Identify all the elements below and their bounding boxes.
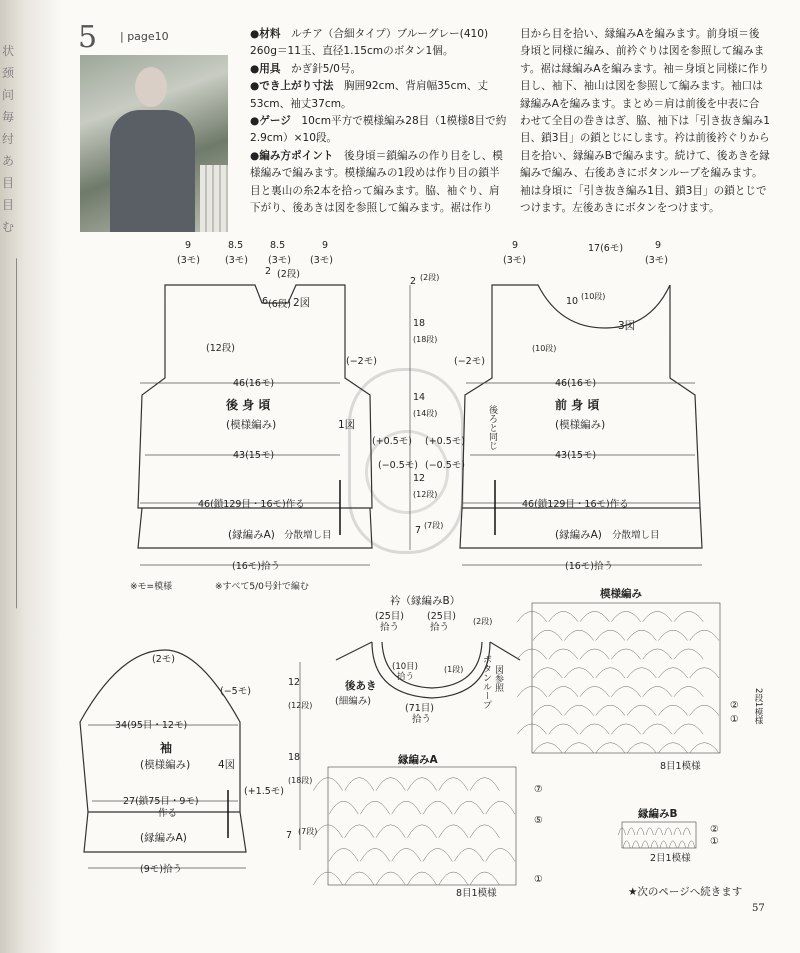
stitch-fan — [564, 630, 593, 640]
back-top-dim-1: 9 — [185, 240, 192, 251]
stitch-fan — [392, 801, 421, 814]
stitch-fan — [360, 848, 389, 861]
front-armhole: (10段) — [532, 344, 557, 353]
back-top-dim-1b: (3モ) — [177, 255, 200, 266]
stitch-fan — [651, 841, 658, 848]
center-dim-4: 12 — [413, 473, 426, 484]
collar-right-pick: 拾う — [430, 622, 450, 633]
button-loop-label: ボタンループ — [481, 655, 491, 709]
collar-rows: (1段) — [444, 665, 464, 674]
stitch-fan — [643, 611, 672, 621]
sleeve-dim-2: 18 — [288, 752, 301, 763]
back-border-note: 分散増し目 — [284, 530, 332, 541]
stitch-fan — [329, 848, 358, 861]
stitch-fan — [392, 848, 421, 861]
spine-char: 颈 — [2, 66, 15, 80]
collar-center-count: (10目) — [392, 662, 418, 672]
stitch-fan — [470, 778, 499, 791]
sleeve-subtitle: (模様編み) — [140, 759, 191, 771]
border-a-row-1: ① — [534, 874, 543, 885]
stitch-fan — [439, 778, 468, 791]
instruction-label: ●ゲージ — [250, 115, 302, 128]
collar-outline — [372, 642, 490, 698]
sleeve-pickup: (9モ)拾う — [140, 864, 182, 875]
back-slit: 6 — [262, 296, 269, 307]
stitch-fan — [611, 611, 640, 621]
center-dim-4b: (12段) — [413, 490, 438, 499]
pattern-row-1: ① — [730, 714, 739, 725]
stitch-fan — [439, 825, 468, 838]
front-neck-rows: (10段) — [581, 292, 606, 301]
stitch-fan — [642, 841, 649, 848]
stitch-fan — [345, 825, 374, 838]
back-pickup: (16モ)拾う — [232, 561, 281, 572]
sleeve-dim-2b: (18段) — [288, 776, 313, 785]
spine-char: 毎 — [2, 110, 15, 124]
border-a-row-5: ⑤ — [534, 815, 543, 826]
stitch-fan — [674, 649, 703, 659]
center-dim-1: 2 — [410, 276, 417, 287]
stitch-fan — [486, 801, 515, 814]
stitch-fan — [690, 743, 719, 753]
stitch-fan — [580, 611, 609, 621]
stitch-fan — [533, 743, 562, 753]
collar-side-rows: (2段) — [473, 617, 493, 626]
instruction-label: ●材料 — [250, 28, 292, 40]
collar-left-count: (25目) — [375, 611, 405, 622]
stitch-fan — [360, 801, 389, 814]
stitch-fan — [549, 611, 578, 621]
stitch-fan — [683, 828, 690, 835]
border-b-title: 縁編みB — [638, 808, 678, 820]
stitch-fan — [658, 668, 687, 678]
stitch-fan — [596, 668, 625, 678]
back-opening-label: 後あき — [345, 680, 377, 692]
stitch-fan — [454, 848, 483, 861]
stitch-fan — [407, 778, 436, 791]
center-inc-right: (+0.5モ) — [425, 436, 465, 447]
stitch-fan — [674, 611, 703, 621]
stitch-fan — [486, 848, 515, 861]
sleeve-increase: (+1.5モ) — [244, 786, 284, 797]
stitch-fan — [580, 649, 609, 659]
front-top-dim-2: 17(6モ) — [588, 243, 624, 254]
back-border-label: (縁編みA) — [228, 529, 275, 541]
page-reference: | page10 — [120, 30, 169, 43]
back-top-dim-4b: (3モ) — [310, 255, 333, 266]
stitch-fan — [669, 841, 676, 848]
stitch-fan — [454, 801, 483, 814]
stitch-fan — [690, 668, 719, 678]
spine-char: 目 — [2, 198, 15, 212]
sleeve-fig-4: 4図 — [218, 759, 236, 771]
back-opening-stitch: (細編み) — [335, 696, 371, 707]
stitch-fan — [632, 841, 639, 848]
stitch-fan — [376, 825, 405, 838]
stitch-fan — [646, 828, 653, 835]
stitch-fan — [643, 686, 672, 696]
page-number: 57 — [752, 903, 765, 914]
stitch-fan — [533, 630, 562, 640]
stitch-fan — [423, 801, 452, 814]
stitch-fan — [329, 801, 358, 814]
spine-char: あ — [2, 154, 15, 168]
back-slit-b: (6段) — [268, 299, 291, 310]
stitch-fan — [549, 724, 578, 734]
spine-char: 状 — [2, 44, 15, 58]
center-inc-left: (+0.5モ) — [372, 436, 412, 447]
stitch-fan — [627, 630, 656, 640]
stitch-fan — [674, 828, 681, 835]
front-top-dim-3: 9 — [655, 240, 662, 251]
back-cast-on: 46(鎖129目・16モ)作る — [198, 499, 305, 510]
instruction-value: 10cm平方で模様編み28目（1模様8目で約2.9cm）×10段。 — [250, 115, 507, 145]
stitch-fan — [690, 705, 719, 715]
collar-right-count: (25目) — [427, 611, 457, 622]
instruction-label: ●編み方ポイント — [250, 149, 344, 162]
stitch-fan — [643, 649, 672, 659]
back-top-dim-3: 8.5 — [270, 240, 286, 251]
sleeve-outline — [80, 650, 240, 812]
front-top-dim-1: 9 — [512, 240, 519, 251]
stitch-fan — [564, 743, 593, 753]
collar-bottom-pick: 拾う — [412, 714, 432, 725]
front-pickup: (16モ)拾う — [565, 561, 614, 572]
stitch-fan — [658, 743, 687, 753]
sleeve-border: (縁編みA) — [140, 832, 187, 844]
back-subtitle: (模様編み) — [226, 419, 277, 431]
stitch-fan — [345, 778, 374, 791]
instruction-value: 後身頃＝鎖編みの作り目をし、模様編みで編みます。模様編みの1段めは作り目の鎖半目と裏山の糸2本を拾って編みます。脇、袖ぐり、肩下がり、後あきは図を参照して編みます。裾は作り — [250, 149, 503, 215]
center-dim-2b: (18段) — [413, 335, 438, 344]
instructions-continued: 目から目を拾い、縁編みAを編みます。前身頃＝後身頃と同様に編み、前衿ぐりは図を参照して編みます。裾は縁編みAを編みます。袖＝身頃と同様に作り目し、袖下、袖山は図を参照して編みます。袖口は縁編みAを編みます。まとめ＝肩は前後を中表に合わせて全目の巻きはぎ、脇、袖下は「引き抜き編み1目、鎖3目」の鎖とじにします。衿は前後衿ぐりから目を拾い、縁編みBで編みます。続けて、後あきを縁編みで編み、右後あきにボタンループを編みます。袖は身頃に「引き抜き編み1目、鎖3目」の鎖とじでつけます。左後あきにボタンをつけます。 — [520, 28, 770, 215]
instruction-value: かぎ針5/0号。 — [291, 62, 362, 75]
back-top-dim-3b: (3モ) — [268, 255, 291, 266]
stitch-fan — [660, 841, 667, 848]
stitch-fan — [627, 668, 656, 678]
stitch-fan — [627, 743, 656, 753]
continued-note: ★次のページへ続きます — [628, 886, 743, 898]
stitch-fan — [549, 649, 578, 659]
center-dec-left: (−0.5モ) — [378, 460, 418, 471]
pattern-row-2: ② — [730, 700, 739, 711]
back-waist-width: 43(15モ) — [233, 450, 275, 461]
stitch-fan — [580, 686, 609, 696]
pattern-repeat: 8目1模様 — [660, 761, 701, 772]
stitch-fan — [376, 872, 405, 885]
center-dim-1b: (2段) — [420, 273, 440, 282]
back-top-dim-4: 9 — [322, 240, 329, 251]
sleeve-dim-3: 7 — [286, 830, 293, 841]
stitch-fan — [580, 724, 609, 734]
front-decrease: (−2モ) — [454, 356, 485, 367]
front-top-dim-1b: (3モ) — [503, 255, 526, 266]
same-as-back-note: 後ろと同じ — [487, 405, 497, 450]
stitch-fan — [345, 872, 374, 885]
stitch-fan — [407, 825, 436, 838]
front-top-dim-3b: (3モ) — [645, 255, 668, 266]
stitch-fan — [376, 778, 405, 791]
spine-char: 目 — [2, 176, 15, 190]
stitch-fan — [423, 848, 452, 861]
instruction-value: ルチア（合細タイプ）ブルーグレー(410) 260g＝11玉、直径1.15cmのボタン1個。 — [250, 28, 489, 58]
spine-char: 问 — [2, 88, 15, 102]
sleeve-dim-1: 12 — [288, 677, 301, 688]
collar-center-pick: 拾う — [397, 672, 415, 682]
back-fig-1: 1図 — [338, 419, 356, 431]
back-chest-width: 46(16モ) — [233, 378, 275, 389]
note-hook: ※すべて5/0号針で編む — [215, 582, 309, 592]
stitch-fan — [658, 630, 687, 640]
border-a-repeat: 8目1模様 — [456, 888, 497, 899]
center-dim-5: 7 — [415, 525, 422, 536]
center-dec-right: (−0.5モ) — [425, 460, 465, 471]
sleeve-cast-on: 27(鎖75目・9モ) — [123, 796, 199, 807]
pattern-title: 模様編み — [600, 588, 642, 600]
sleeve-width: 34(95目・12モ) — [115, 720, 188, 731]
front-fig-3: 3図 — [618, 320, 636, 332]
stitch-fan — [655, 828, 662, 835]
stitch-chart-patterns — [328, 603, 720, 885]
pattern-row-repeat: 2段1模様 — [753, 688, 763, 725]
back-decrease: (−2モ) — [346, 356, 377, 367]
center-dim-3: 14 — [413, 392, 426, 403]
stitch-fan — [470, 872, 499, 885]
stitch-fan — [643, 724, 672, 734]
center-dim-3b: (14段) — [413, 409, 438, 418]
sleeve-top: (2モ) — [152, 654, 175, 665]
instruction-label: ●でき上がり寸法 — [250, 80, 344, 93]
stitch-fan — [665, 828, 672, 835]
border-b-row-2: ② — [710, 824, 719, 835]
center-dim-2: 18 — [413, 318, 426, 329]
front-chest-width: 46(16モ) — [555, 378, 597, 389]
instruction-label: ●用具 — [250, 62, 292, 75]
border-b-repeat: 2目1模様 — [650, 853, 691, 864]
see-figure-label: 図参照 — [493, 665, 503, 692]
stitch-fan — [564, 705, 593, 715]
back-fig-2: 2図 — [293, 297, 311, 309]
front-title: 前 身 頃 — [555, 398, 600, 412]
sleeve-dim-3b: (7段) — [298, 827, 318, 836]
stitch-fan — [470, 825, 499, 838]
stitch-fan — [658, 705, 687, 715]
back-neck-rows: 2 — [265, 266, 272, 277]
sleeve-decrease: (−5モ) — [220, 686, 251, 697]
stitch-fan — [596, 743, 625, 753]
pattern-number: 5 — [78, 20, 98, 55]
back-title: 後 身 頃 — [226, 398, 271, 412]
border-a-title: 縁編みA — [398, 754, 438, 766]
sleeve-dim-1b: (12段) — [288, 701, 313, 710]
stitch-fan — [679, 841, 686, 848]
center-dim-5b: (7段) — [424, 521, 444, 530]
stitch-fan — [623, 841, 630, 848]
back-neck-rows-b: (2段) — [277, 269, 300, 280]
stitch-fan — [637, 828, 644, 835]
instruction-value: 胸囲92cm、背肩幅35cm、丈53cm、袖丈37cm。 — [250, 80, 488, 110]
collar-left-pick: 拾う — [380, 622, 400, 633]
border-b-row-1: ① — [710, 836, 719, 847]
spine-char: む — [2, 220, 15, 234]
collar-title: 衿（縁編みB） — [390, 595, 461, 607]
front-border-note: 分散増し目 — [612, 530, 660, 541]
stitch-fan — [407, 872, 436, 885]
back-top-dim-2: 8.5 — [228, 240, 244, 251]
stitch-fan — [611, 724, 640, 734]
collar-bottom-count: (71目) — [405, 703, 435, 714]
stitch-fan — [596, 630, 625, 640]
stitch-fan — [674, 724, 703, 734]
front-cast-on: 46(鎖129目・16モ)作る — [522, 499, 629, 510]
note-mo: ※モ=模様 — [130, 582, 173, 592]
stitch-fan — [533, 705, 562, 715]
stitch-fan — [688, 841, 695, 848]
border-a-row-7: ⑦ — [534, 784, 543, 795]
stitch-fan — [564, 668, 593, 678]
stitch-fan — [627, 705, 656, 715]
front-subtitle: (模様編み) — [555, 419, 606, 431]
front-neck-depth: 10 — [566, 296, 579, 307]
stitch-fan — [549, 686, 578, 696]
stitch-fan — [596, 705, 625, 715]
back-armhole-rows: (12段) — [206, 343, 236, 354]
front-waist-width: 43(15モ) — [555, 450, 597, 461]
back-top-dim-2b: (3モ) — [225, 255, 248, 266]
stitch-fan — [533, 668, 562, 678]
stitch-fan — [439, 872, 468, 885]
stitch-fan — [690, 630, 719, 640]
sleeve-title: 袖 — [160, 741, 173, 755]
stitch-fan — [611, 649, 640, 659]
spine-char: 纣 — [2, 132, 15, 146]
sleeve-cast-on-2: 作る — [158, 808, 178, 819]
front-border-label: (縁編みA) — [555, 529, 602, 541]
stitch-fan — [628, 828, 635, 835]
stitch-fan — [611, 686, 640, 696]
stitch-fan — [674, 686, 703, 696]
